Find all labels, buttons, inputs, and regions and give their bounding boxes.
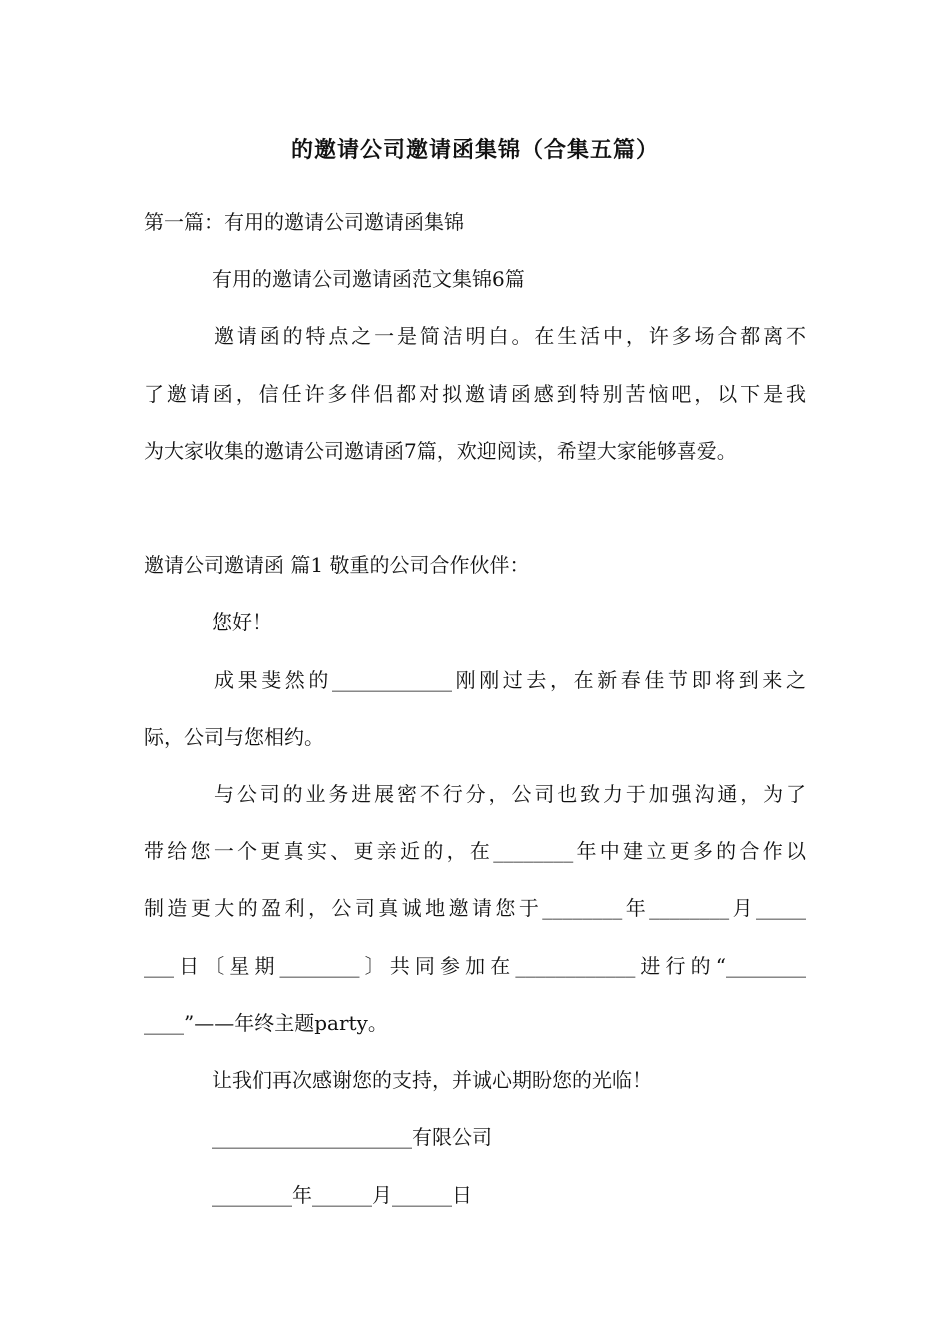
section-heading: 第一篇：有用的邀请公司邀请函集锦 <box>144 210 464 234</box>
intro-line-2: 了邀请函，信任许多伴侣都对拟邀请函感到特别苦恼吧，以下是我 <box>144 382 806 406</box>
closing-line: 让我们再次感谢您的支持，并诚心期盼您的光临！ <box>212 1068 652 1092</box>
subtitle: 有用的邀请公司邀请函范文集锦6篇 <box>212 267 525 291</box>
intro-line-1: 邀请函的特点之一是简洁明白。在生活中，许多场合都离不 <box>214 324 806 348</box>
document-title: 的邀请公司邀请函集锦（合集五篇） <box>290 137 659 163</box>
para1-line-1: 成果斐然的____________刚刚过去，在新春佳节即将到来之 <box>214 668 806 692</box>
para2-line-5: ____”——年终主题party。 <box>144 1011 388 1035</box>
letter-heading: 邀请公司邀请函 篇1 敬重的公司合作伙伴： <box>144 553 530 577</box>
para2-line-4: ___日〔星期________〕共同参加在____________进行的“________ <box>144 954 806 978</box>
greeting: 您好！ <box>212 610 272 634</box>
intro-line-3: 为大家收集的邀请公司邀请函7篇，欢迎阅读，希望大家能够喜爱。 <box>144 439 737 463</box>
para2-line-2: 带给您一个更真实、更亲近的，在________年中建立更多的合作以 <box>144 839 806 863</box>
para2-line-1: 与公司的业务进展密不行分，公司也致力于加强沟通，为了 <box>214 782 806 806</box>
signature-date: ________年______月______日 <box>212 1183 472 1207</box>
para2-line-3: 制造更大的盈利，公司真诚地邀请您于________年________月_____ <box>144 896 806 920</box>
para1-line-2: 际，公司与您相约。 <box>144 725 324 749</box>
signature-company: ____________________有限公司 <box>212 1125 492 1149</box>
